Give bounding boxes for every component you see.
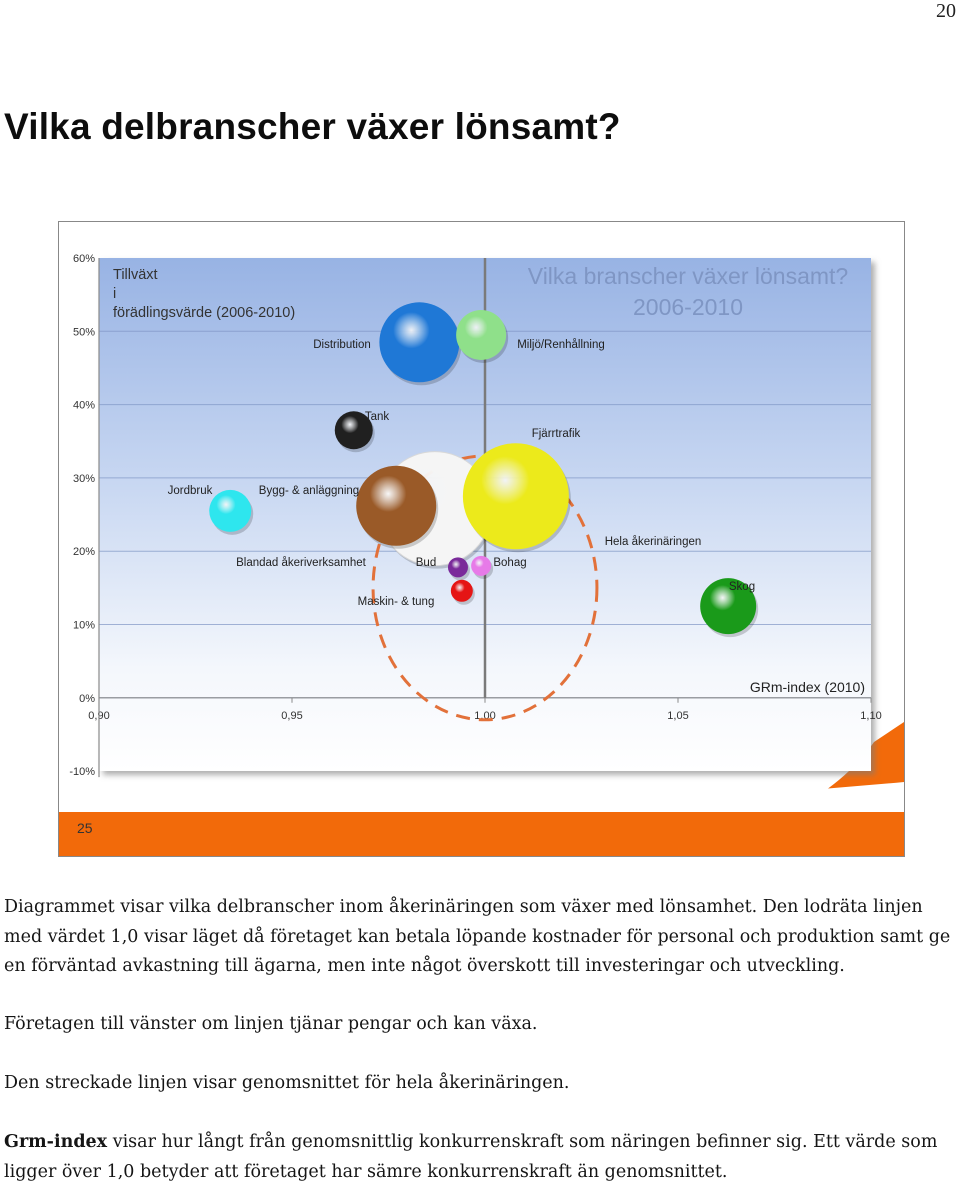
bubble-point <box>463 443 569 549</box>
bubble-point <box>356 466 436 546</box>
bubble-point <box>471 556 491 576</box>
x-tick-label: 1,00 <box>474 709 496 722</box>
y-tick-label: -10% <box>69 766 95 779</box>
page-number: 20 <box>936 0 956 22</box>
bubble-chart <box>58 221 905 857</box>
paragraph-4-text: visar hur långt från genomsnittlig konkurrenskraft som näringen befinner sig. Ett värde som ligger över 1,0 betyder att företaget har sämre konkurrenskraft än genomsnittet. <box>4 1132 938 1182</box>
point-label: Blandad åkeriverksamhet <box>236 557 366 569</box>
y-tick-label: 20% <box>72 546 95 559</box>
x-tick-label: 1,05 <box>667 709 689 722</box>
y-tick-label: 10% <box>72 619 95 632</box>
chart-svg <box>59 222 904 856</box>
bubble-point <box>379 302 459 382</box>
average-circle-label: Hela åkerinäringen <box>604 536 702 548</box>
y-axis-title: förädlingsvärde (2006-2010) <box>113 305 296 321</box>
point-label: Tank <box>364 411 390 423</box>
paragraph-4-bold: Grm-index <box>4 1132 108 1152</box>
y-tick-label: 0% <box>79 692 95 705</box>
y-tick-label: 50% <box>72 326 95 339</box>
y-tick-label: 40% <box>72 399 95 412</box>
point-label: Bud <box>415 557 437 569</box>
point-label: Maskin- & tung <box>357 596 435 608</box>
point-label: Distribution <box>313 339 371 351</box>
footer-number: 25 <box>77 820 93 836</box>
paragraph-3: Den streckade linjen visar genomsnittet för hela åkerinäringen. <box>4 1073 570 1093</box>
point-label: Skog <box>728 581 756 593</box>
point-label: Bohag <box>493 557 527 569</box>
x-axis-title: GRm-index (2010) <box>749 679 865 695</box>
point-label: Fjärrtrafik <box>531 428 581 440</box>
point-label: Bygg- & anläggning <box>258 485 360 497</box>
page-title: Vilka delbranscher växer lönsamt? <box>4 106 621 147</box>
y-axis-title: i <box>113 286 117 302</box>
paragraph-2: Företagen till vänster om linjen tjänar pengar och kan växa. <box>4 1014 538 1034</box>
bubble-point <box>451 580 473 602</box>
bubble-point <box>209 490 251 532</box>
paragraph-1: Diagrammet visar vilka delbranscher inom åkerinäringen som växer med lönsamhet. Den lodräta linjen med värdet 1,0 visar läget då företaget kan betala löpande kostnader för personal och produktion samt ge en förväntad avkastning till ägarna, men inte något överskott till investeringar och utveckling. <box>4 897 951 976</box>
point-label: Miljö/Renhållning <box>517 339 605 351</box>
y-tick-label: 60% <box>72 253 95 265</box>
orange-band-bottom <box>59 807 904 856</box>
x-tick-label: 0,95 <box>281 709 303 722</box>
x-tick-label: 0,90 <box>88 709 110 722</box>
orange-band-top-curve <box>59 782 904 812</box>
chart-subtitle: 2006-2010 <box>633 294 743 320</box>
y-axis-title: Tillväxt <box>113 267 158 283</box>
bubble-point <box>448 557 468 577</box>
bubble-point <box>456 310 506 360</box>
chart-title: Vilka branscher växer lönsamt? <box>527 263 849 289</box>
paragraph-4 <box>4 1128 956 1187</box>
point-label: Jordbruk <box>167 485 213 497</box>
x-tick-label: 1,10 <box>860 709 882 722</box>
y-tick-label: 30% <box>72 472 95 485</box>
